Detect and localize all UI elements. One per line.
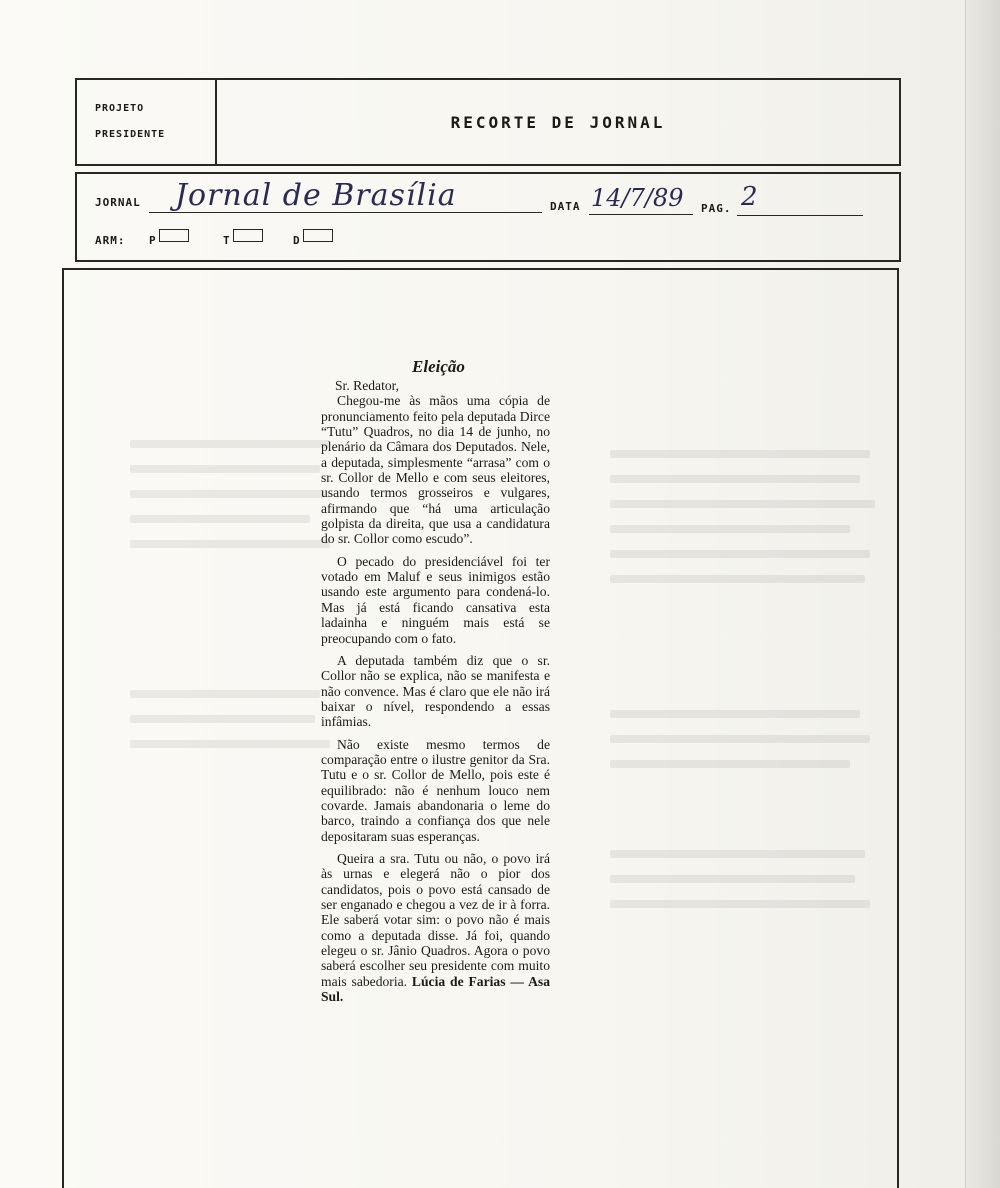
data-underline (589, 214, 693, 215)
jornal-label: JORNAL (95, 196, 141, 209)
pag-label: PAG. (701, 202, 732, 215)
t-label: T (223, 234, 231, 247)
paragraph-2: O pecado do presidenciável foi ter votado em Maluf e seus inimigos estão usando este argumento para condená-lo. Mas já está ficando cansativa esta ladainha e ninguém mais está se preocupando com o fato. (321, 553, 550, 646)
p-label: P (149, 234, 157, 247)
paragraph-3: A deputada também diz que o sr. Collor não se explica, não se manifesta e não convence. Mas é claro que ele não irá baixar o nível, respondendo a essas infâmias. (321, 652, 550, 730)
page-edge (965, 0, 1000, 1188)
paragraph-4: Não existe mesmo termos de comparação entre o ilustre genitor da Sra. Tutu e o sr. Collor de Mello, pois este é equilibrado: não é nenhum louco nem covarde. Jamais abandonaria o leme do barco, traindo a confiança dos que nele depositaram suas esperanças. (321, 736, 550, 844)
signature: Lúcia de Farias — Asa Sul. (321, 973, 550, 1005)
jornal-handwritten: Jornal de Brasília (175, 178, 457, 213)
paragraph-5-text: Queira a sra. Tutu ou não, o povo irá às urnas e elegerá não o pior dos candidatos, pois o povo está cansado de ser enganado e chegou a vez de ir à forra. Ele saberá votar sim: o povo não é mais como a deputada disse. Já foi, quando elegeu o sr. Jânio Quadros. Agora o povo saberá escolher seu presidente com muito mais sabedoria. (321, 850, 550, 989)
form-title: RECORTE DE JORNAL (450, 112, 666, 132)
pag-underline (737, 215, 863, 216)
form-header (75, 78, 901, 166)
project-label (77, 80, 217, 164)
data-label: DATA (550, 200, 581, 213)
t-box (233, 229, 263, 242)
project-line-1: PROJETO (95, 103, 145, 114)
data-handwritten: 14/7/89 (591, 184, 684, 212)
clipping-metadata (75, 172, 901, 262)
d-box (303, 229, 333, 242)
pag-handwritten: 2 (741, 182, 758, 212)
d-label: D (293, 234, 301, 247)
paragraph-1: Chegou-me às mãos uma cópia de pronunciamento feito pela deputada Dirce “Tutu” Quadros, no dia 14 de junho, no plenário da Câmara dos Deputados. Nele, a deputada, simplesmente “arrasa” com o sr. Collor de Mello e com seus eleitores, usando termos grosseiros e vulgares, afirmando que “há uma articulação golpista da direita, que usa a candidatura do sr. Collor como escudo”. (321, 393, 550, 547)
p-box (159, 229, 189, 242)
project-line-2: PRESIDENTE (95, 129, 166, 140)
paragraph-5 (321, 851, 550, 1004)
article-title: Eleição (412, 357, 465, 376)
arm-label: ARM: (95, 234, 126, 247)
letter-article (321, 356, 550, 1011)
salutation: Sr. Redator, (335, 378, 400, 393)
